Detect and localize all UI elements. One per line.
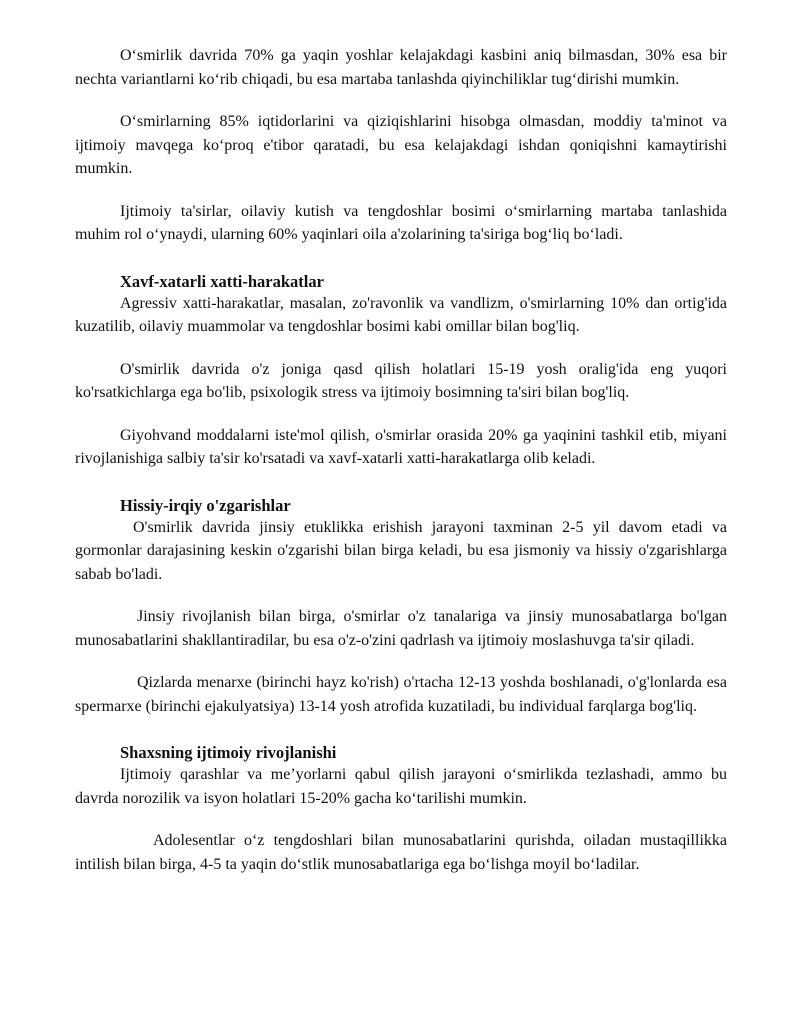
paragraph: O'smirlik davrida o'z joniga qasd qilish holatlari 15-19 yosh oralig'ida eng yuqori ko'rsatkichlarga ega bo'lib, psixologik stress va ijtimoiy bosimning ta'siri bilan bog'liq.	[75, 360, 727, 401]
paragraph: O‘smirlik davrida 70% ga yaqin yoshlar kelajakdagi kasbini aniq bilmasdan, 30% esa bir nechta variantlarni ko‘rib chiqadi, bu esa martaba tanlashda qiyinchiliklar tug‘dirishi mumkin.	[75, 47, 727, 88]
paragraph: O'smirlik davrida jinsiy etuklikka erishish jarayoni taxminan 2-5 yil davom etadi va gormonlar darajasining keskin o'zgarishi bilan birga keladi, bu esa jismoniy va hissiy o'zgarishlarga sabab bo'ladi.	[75, 518, 727, 583]
paragraph: Giyohvand moddalarni iste'mol qilish, o'smirlar orasida 20% ga yaqinini tashkil etib, miyani rivojlanishiga salbiy ta'sir ko'rsatadi va xavf-xatarli xatti-harakatlarga olib keladi.	[75, 426, 727, 467]
document-page	[75, 44, 727, 876]
paragraph: Ijtimoiy qarashlar va me’yorlarni qabul qilish jarayoni o‘smirlikda tezlashadi, ammo bu davrda norozilik va isyon holatlari 15-20% gacha ko‘tarilishi mumkin.	[75, 766, 727, 807]
section-heading: Shaxsning ijtimoiy rivojlanishi	[120, 743, 337, 762]
paragraph: Ijtimoiy ta'sirlar, oilaviy kutish va tengdoshlar bosimi o‘smirlarning martaba tanlashida muhim rol o‘ynaydi, ularning 60% yaqinlari oila a'zolarining ta'siriga bog‘liq bo‘ladi.	[75, 202, 727, 243]
section-heading: Xavf-xatarli xatti-harakatlar	[120, 271, 324, 291]
paragraph: Jinsiy rivojlanish bilan birga, o'smirlar o'z tanalariga va jinsiy munosabatlarga bo'lgan munosabatlarini shakllantiradilar, bu esa o'z-o'zini qadrlash va ijtimoiy moslashuvga ta'sir qiladi.	[75, 608, 727, 649]
paragraph: O‘smirlarning 85% iqtidorlarini va qiziqishlarini hisobga olmasdan, moddiy ta'minot va ijtimoiy mavqega ko‘proq e'tibor qaratadi, bu esa kelajakdagi ishdan qoniqishni kamaytirishi mumkin.	[75, 113, 727, 177]
paragraph: Qizlarda menarxe (birinchi hayz ko'rish) o'rtacha 12-13 yoshda boshlanadi, o'g'lonlarda esa spermarxe (birinchi ejakulyatsiya) 13-14 yosh atrofida kuzatiladi, bu individual farqlarga bog'liq.	[75, 674, 727, 715]
paragraph: Agressiv xatti-harakatlar, masalan, zo'ravonlik va vandlizm, o'smirlarning 10% dan ortig'ida kuzatilib, oilaviy muammolar va tengdoshlar bosimi kabi omillar bilan bog'liq.	[75, 294, 727, 335]
section-heading: Hissiy-irqiy o'zgarishlar	[120, 495, 291, 515]
paragraph: Adolesentlar o‘z tengdoshlari bilan munosabatlarini qurishda, oiladan mustaqillikka intilish bilan birga, 4-5 ta yaqin do‘stlik munosabatlariga ega bo‘lishga moyil bo‘ladilar.	[75, 832, 727, 873]
